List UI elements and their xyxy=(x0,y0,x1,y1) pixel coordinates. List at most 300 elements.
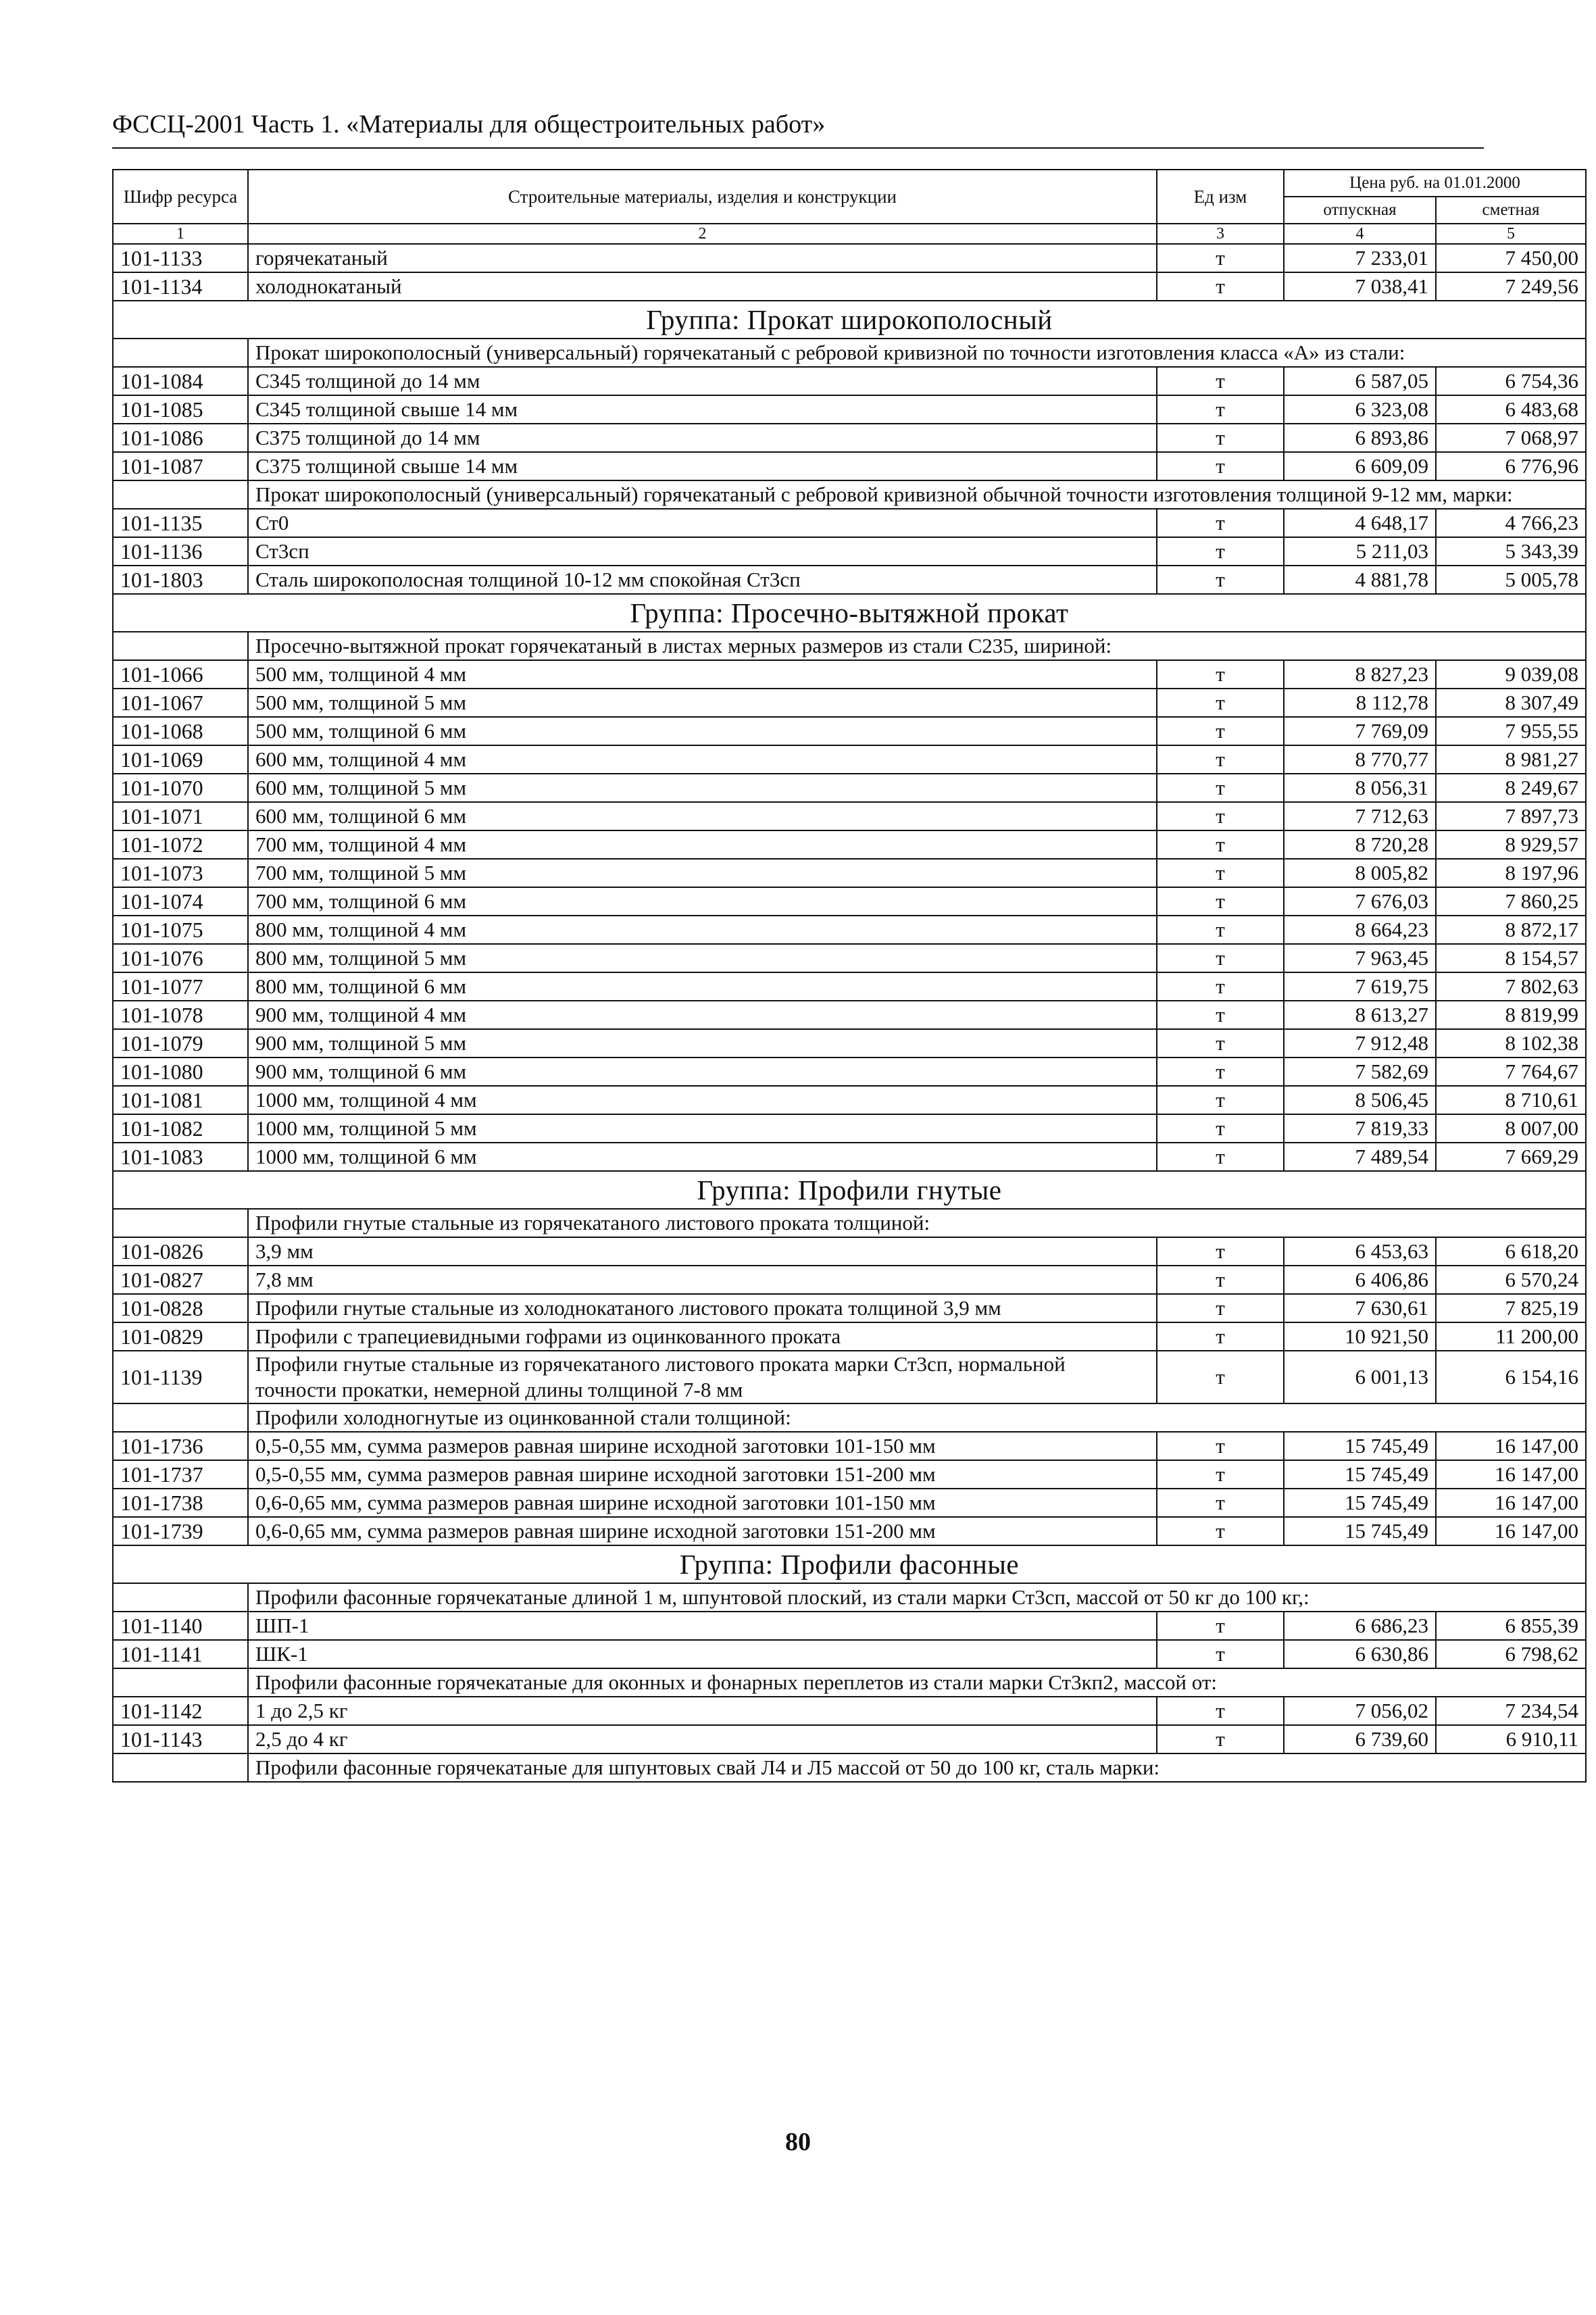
release-price: 15 745,49 xyxy=(1284,1432,1436,1460)
table-row xyxy=(113,1114,1586,1143)
estimate-price: 7 825,19 xyxy=(1436,1294,1586,1322)
release-price: 6 587,05 xyxy=(1284,367,1436,395)
resource-code: 101-1737 xyxy=(113,1460,248,1489)
group-shaped-profiles-b xyxy=(113,1668,1586,1697)
unit-of-measure: т xyxy=(1157,972,1284,1001)
resource-code: 101-1140 xyxy=(113,1612,248,1640)
estimate-price: 4 766,23 xyxy=(1436,509,1586,537)
release-price: 6 893,86 xyxy=(1284,424,1436,452)
table-row xyxy=(113,1143,1586,1171)
unit-of-measure: т xyxy=(1157,745,1284,774)
material-name: 7,8 мм xyxy=(248,1266,1157,1294)
release-price: 7 489,54 xyxy=(1284,1143,1436,1171)
estimate-price: 11 200,00 xyxy=(1436,1322,1586,1351)
resource-code: 101-1136 xyxy=(113,537,248,566)
material-name: Профили гнутые стальные из холоднокатаного листового проката толщиной 3,9 мм xyxy=(248,1294,1157,1322)
release-price: 6 323,08 xyxy=(1284,395,1436,424)
unit-of-measure: т xyxy=(1157,1086,1284,1114)
group-description-row xyxy=(113,1753,1586,1782)
material-name: горячекатаный xyxy=(248,244,1157,272)
release-price: 8 005,82 xyxy=(1284,859,1436,887)
estimate-price: 8 197,96 xyxy=(1436,859,1586,887)
unit-of-measure: т xyxy=(1157,1351,1284,1403)
estimate-price: 16 147,00 xyxy=(1436,1432,1586,1460)
table-row xyxy=(113,916,1586,944)
release-price: 7 233,01 xyxy=(1284,244,1436,272)
material-name: 1000 мм, толщиной 4 мм xyxy=(248,1086,1157,1114)
resource-code: 101-1134 xyxy=(113,272,248,301)
group-description: Прокат широкополосный (универсальный) горячекатаный с ребровой кривизной по точности изготовления класса «А» из стали: xyxy=(248,339,1586,367)
group-title: Группа: Профили гнутые xyxy=(113,1171,1586,1209)
unit-of-measure: т xyxy=(1157,1029,1284,1057)
material-name: С345 толщиной свыше 14 мм xyxy=(248,395,1157,424)
material-name: Сталь широкополосная толщиной 10-12 мм спокойная Ст3сп xyxy=(248,566,1157,594)
rows-expanded xyxy=(113,660,1586,1171)
table-row xyxy=(113,1640,1586,1668)
material-name: 700 мм, толщиной 6 мм xyxy=(248,887,1157,916)
table-row xyxy=(113,717,1586,745)
table-row xyxy=(113,802,1586,830)
estimate-price: 8 929,57 xyxy=(1436,830,1586,859)
desc-code-cell xyxy=(113,1403,248,1432)
material-name: 2,5 до 4 кг xyxy=(248,1725,1157,1753)
estimate-price: 6 910,11 xyxy=(1436,1725,1586,1753)
resource-code: 101-1133 xyxy=(113,244,248,272)
release-price: 4 881,78 xyxy=(1284,566,1436,594)
resource-code: 101-1068 xyxy=(113,717,248,745)
unit-of-measure: т xyxy=(1157,1143,1284,1171)
rows-shaped-profiles-b xyxy=(113,1697,1586,1753)
release-price: 7 912,48 xyxy=(1284,1029,1436,1057)
estimate-price: 6 776,96 xyxy=(1436,452,1586,480)
material-name: С375 толщиной до 14 мм xyxy=(248,424,1157,452)
estimate-price: 16 147,00 xyxy=(1436,1460,1586,1489)
resource-code: 101-1075 xyxy=(113,916,248,944)
resource-code: 101-1084 xyxy=(113,367,248,395)
estimate-price: 6 483,68 xyxy=(1436,395,1586,424)
group-title: Группа: Просечно-вытяжной прокат xyxy=(113,594,1586,632)
unit-of-measure: т xyxy=(1157,1294,1284,1322)
estimate-price: 7 234,54 xyxy=(1436,1697,1586,1725)
resource-code: 101-1081 xyxy=(113,1086,248,1114)
estimate-price: 7 669,29 xyxy=(1436,1143,1586,1171)
table-row xyxy=(113,859,1586,887)
resource-code: 101-1069 xyxy=(113,745,248,774)
resource-code: 101-1078 xyxy=(113,1001,248,1029)
table-row xyxy=(113,1517,1586,1545)
resource-code: 101-1070 xyxy=(113,774,248,802)
table-row xyxy=(113,367,1586,395)
table-row xyxy=(113,1725,1586,1753)
group-description-row xyxy=(113,480,1586,509)
table-row xyxy=(113,1460,1586,1489)
group-bent-profiles-b xyxy=(113,1403,1586,1432)
unit-of-measure: т xyxy=(1157,887,1284,916)
material-name: 3,9 мм xyxy=(248,1237,1157,1266)
material-name: Ст3сп xyxy=(248,537,1157,566)
estimate-price: 6 618,20 xyxy=(1436,1237,1586,1266)
release-price: 8 827,23 xyxy=(1284,660,1436,689)
estimate-price: 6 798,62 xyxy=(1436,1640,1586,1668)
estimate-price: 8 819,99 xyxy=(1436,1001,1586,1029)
group-description-row xyxy=(113,339,1586,367)
unit-of-measure: т xyxy=(1157,395,1284,424)
unit-of-measure: т xyxy=(1157,689,1284,717)
estimate-price: 8 007,00 xyxy=(1436,1114,1586,1143)
unit-of-measure: т xyxy=(1157,1237,1284,1266)
table-row xyxy=(113,509,1586,537)
material-name: 1000 мм, толщиной 5 мм xyxy=(248,1114,1157,1143)
desc-code-cell xyxy=(113,339,248,367)
resource-code: 101-1141 xyxy=(113,1640,248,1668)
estimate-price: 5 005,78 xyxy=(1436,566,1586,594)
resource-code: 101-0827 xyxy=(113,1266,248,1294)
resource-code: 101-1086 xyxy=(113,424,248,452)
col-header-code: Шифр ресурса xyxy=(113,170,248,224)
resource-code: 101-1077 xyxy=(113,972,248,1001)
resource-code: 101-1072 xyxy=(113,830,248,859)
material-name: 800 мм, толщиной 6 мм xyxy=(248,972,1157,1001)
group-bent-profiles xyxy=(113,1171,1586,1237)
table-header-row xyxy=(113,170,1586,197)
col-header-name: Строительные материалы, изделия и конструкции xyxy=(248,170,1157,224)
table-row xyxy=(113,1294,1586,1322)
material-name: 500 мм, толщиной 4 мм xyxy=(248,660,1157,689)
material-name: 600 мм, толщиной 5 мм xyxy=(248,774,1157,802)
release-price: 6 609,09 xyxy=(1284,452,1436,480)
release-price: 6 686,23 xyxy=(1284,1612,1436,1640)
page-header-title: ФССЦ-2001 Часть 1. «Материалы для общестроительных работ» xyxy=(112,110,826,139)
estimate-price: 6 754,36 xyxy=(1436,367,1586,395)
material-name: 900 мм, толщиной 5 мм xyxy=(248,1029,1157,1057)
unit-of-measure: т xyxy=(1157,916,1284,944)
group-rolled-wide-b xyxy=(113,480,1586,509)
resource-code: 101-1738 xyxy=(113,1489,248,1517)
group-description: Профили фасонные горячекатаные длиной 1 м, шпунтовой плоский, из стали марки Ст3сп, массой от 50 кг до 100 кг,: xyxy=(248,1583,1586,1612)
group-description-row xyxy=(113,632,1586,660)
estimate-price: 8 249,67 xyxy=(1436,774,1586,802)
resource-code: 101-1071 xyxy=(113,802,248,830)
resource-code: 101-1067 xyxy=(113,689,248,717)
resource-code: 101-1073 xyxy=(113,859,248,887)
material-name: 900 мм, толщиной 4 мм xyxy=(248,1001,1157,1029)
unit-of-measure: т xyxy=(1157,1057,1284,1086)
column-number: 3 xyxy=(1157,224,1284,244)
resource-code: 101-0826 xyxy=(113,1237,248,1266)
group-description: Просечно-вытяжной прокат горячекатаный в листах мерных размеров из стали С235, шириной: xyxy=(248,632,1586,660)
material-name: 0,6-0,65 мм, сумма размеров равная ширине исходной заготовки 151-200 мм xyxy=(248,1517,1157,1545)
estimate-price: 16 147,00 xyxy=(1436,1489,1586,1517)
rows-rolled-wide-a xyxy=(113,367,1586,480)
release-price: 5 211,03 xyxy=(1284,537,1436,566)
unit-of-measure: т xyxy=(1157,660,1284,689)
table-row xyxy=(113,244,1586,272)
unit-of-measure: т xyxy=(1157,830,1284,859)
table-row xyxy=(113,774,1586,802)
unit-of-measure: т xyxy=(1157,1612,1284,1640)
table-row xyxy=(113,1086,1586,1114)
material-name: Профили гнутые стальные из горячекатаного листового проката марки Ст3сп, нормальной точности прокатки, немерной длины толщиной 7-8 мм xyxy=(248,1351,1157,1403)
unit-of-measure: т xyxy=(1157,509,1284,537)
group-description: Профили гнутые стальные из горячекатаного листового проката толщиной: xyxy=(248,1209,1586,1237)
release-price: 8 720,28 xyxy=(1284,830,1436,859)
group-title-row xyxy=(113,301,1586,339)
release-price: 4 648,17 xyxy=(1284,509,1436,537)
estimate-price: 7 897,73 xyxy=(1436,802,1586,830)
release-price: 8 770,77 xyxy=(1284,745,1436,774)
resource-code: 101-1087 xyxy=(113,452,248,480)
estimate-price: 6 154,16 xyxy=(1436,1351,1586,1403)
estimate-price: 7 450,00 xyxy=(1436,244,1586,272)
group-title: Группа: Профили фасонные xyxy=(113,1545,1586,1583)
release-price: 7 819,33 xyxy=(1284,1114,1436,1143)
release-price: 7 769,09 xyxy=(1284,717,1436,745)
material-name: 1 до 2,5 кг xyxy=(248,1697,1157,1725)
unit-of-measure: т xyxy=(1157,566,1284,594)
estimate-price: 8 981,27 xyxy=(1436,745,1586,774)
group-description: Прокат широкополосный (универсальный) горячекатаный с ребровой кривизной обычной точности изготовления толщиной 9-12 мм, марки: xyxy=(248,480,1586,509)
material-name: 800 мм, толщиной 5 мм xyxy=(248,944,1157,972)
unit-of-measure: т xyxy=(1157,1517,1284,1545)
estimate-price: 6 570,24 xyxy=(1436,1266,1586,1294)
resource-code: 101-1074 xyxy=(113,887,248,916)
release-price: 15 745,49 xyxy=(1284,1517,1436,1545)
estimate-price: 5 343,39 xyxy=(1436,537,1586,566)
table-row xyxy=(113,1322,1586,1351)
resource-code: 101-0828 xyxy=(113,1294,248,1322)
material-name: 1000 мм, толщиной 6 мм xyxy=(248,1143,1157,1171)
column-number: 2 xyxy=(248,224,1157,244)
release-price: 6 630,86 xyxy=(1284,1640,1436,1668)
resource-code: 101-1736 xyxy=(113,1432,248,1460)
desc-code-cell xyxy=(113,480,248,509)
group-shaped-profiles-c xyxy=(113,1753,1586,1782)
group-description-row xyxy=(113,1209,1586,1237)
unit-of-measure: т xyxy=(1157,1432,1284,1460)
material-name: 800 мм, толщиной 4 мм xyxy=(248,916,1157,944)
group-description: Профили холодногнутые из оцинкованной стали толщиной: xyxy=(248,1403,1586,1432)
table-row xyxy=(113,1029,1586,1057)
group-description: Профили фасонные горячекатаные для шпунтовых свай Л4 и Л5 массой от 50 до 100 кг, сталь марки: xyxy=(248,1753,1586,1782)
material-name: ШП-1 xyxy=(248,1612,1157,1640)
release-price: 15 745,49 xyxy=(1284,1460,1436,1489)
group-title-row xyxy=(113,1171,1586,1209)
table-row xyxy=(113,1351,1586,1403)
unit-of-measure: т xyxy=(1157,859,1284,887)
table-row xyxy=(113,689,1586,717)
table-row xyxy=(113,944,1586,972)
table-row xyxy=(113,1057,1586,1086)
unit-of-measure: т xyxy=(1157,1460,1284,1489)
rows-shaped-profiles-a xyxy=(113,1612,1586,1668)
material-name: С375 толщиной свыше 14 мм xyxy=(248,452,1157,480)
material-name: ШК-1 xyxy=(248,1640,1157,1668)
material-name: Профили с трапециевидными гофрами из оцинкованного проката xyxy=(248,1322,1157,1351)
resource-code: 101-1139 xyxy=(113,1351,248,1403)
release-price: 6 453,63 xyxy=(1284,1237,1436,1266)
release-price: 6 739,60 xyxy=(1284,1725,1436,1753)
desc-code-cell xyxy=(113,1668,248,1697)
unit-of-measure: т xyxy=(1157,774,1284,802)
release-price: 7 963,45 xyxy=(1284,944,1436,972)
unit-of-measure: т xyxy=(1157,944,1284,972)
unit-of-measure: т xyxy=(1157,1697,1284,1725)
column-number-row xyxy=(113,224,1586,244)
material-name: 0,5-0,55 мм, сумма размеров равная ширине исходной заготовки 101-150 мм xyxy=(248,1432,1157,1460)
table-row xyxy=(113,452,1586,480)
unit-of-measure: т xyxy=(1157,717,1284,745)
group-description: Профили фасонные горячекатаные для оконных и фонарных переплетов из стали марки Ст3кп2, массой от: xyxy=(248,1668,1586,1697)
desc-code-cell xyxy=(113,1583,248,1612)
release-price: 8 112,78 xyxy=(1284,689,1436,717)
resource-code: 101-1135 xyxy=(113,509,248,537)
desc-code-cell xyxy=(113,1209,248,1237)
release-price: 7 630,61 xyxy=(1284,1294,1436,1322)
resource-code: 101-0829 xyxy=(113,1322,248,1351)
material-name: С345 толщиной до 14 мм xyxy=(248,367,1157,395)
release-price: 6 001,13 xyxy=(1284,1351,1436,1403)
group-description-row xyxy=(113,1668,1586,1697)
resource-code: 101-1085 xyxy=(113,395,248,424)
unit-of-measure: т xyxy=(1157,1725,1284,1753)
resource-code: 101-1080 xyxy=(113,1057,248,1086)
unit-of-measure: т xyxy=(1157,1489,1284,1517)
unit-of-measure: т xyxy=(1157,424,1284,452)
group-title-row xyxy=(113,1545,1586,1583)
table-row xyxy=(113,1432,1586,1460)
section-top xyxy=(113,244,1586,301)
unit-of-measure: т xyxy=(1157,1322,1284,1351)
material-name: 700 мм, толщиной 5 мм xyxy=(248,859,1157,887)
col-header-release: отпускная xyxy=(1284,197,1436,224)
table-row xyxy=(113,745,1586,774)
table-row xyxy=(113,1001,1586,1029)
column-number: 5 xyxy=(1436,224,1586,244)
resource-code: 101-1083 xyxy=(113,1143,248,1171)
price-table xyxy=(112,169,1587,1783)
col-header-price: Цена руб. на 01.01.2000 xyxy=(1284,170,1586,197)
material-name: 0,5-0,55 мм, сумма размеров равная ширине исходной заготовки 151-200 мм xyxy=(248,1460,1157,1489)
resource-code: 101-1066 xyxy=(113,660,248,689)
unit-of-measure: т xyxy=(1157,1001,1284,1029)
estimate-price: 9 039,08 xyxy=(1436,660,1586,689)
release-price: 8 664,23 xyxy=(1284,916,1436,944)
resource-code: 101-1082 xyxy=(113,1114,248,1143)
release-price: 7 056,02 xyxy=(1284,1697,1436,1725)
estimate-price: 7 068,97 xyxy=(1436,424,1586,452)
unit-of-measure: т xyxy=(1157,1114,1284,1143)
material-name: 500 мм, толщиной 5 мм xyxy=(248,689,1157,717)
col-header-estimate: сметная xyxy=(1436,197,1586,224)
group-rolled-wide xyxy=(113,301,1586,367)
resource-code: 101-1143 xyxy=(113,1725,248,1753)
table-row xyxy=(113,830,1586,859)
estimate-price: 7 802,63 xyxy=(1436,972,1586,1001)
rows-bent-profiles-a xyxy=(113,1237,1586,1403)
resource-code: 101-1142 xyxy=(113,1697,248,1725)
table-row xyxy=(113,395,1586,424)
unit-of-measure: т xyxy=(1157,1266,1284,1294)
group-description-row xyxy=(113,1583,1586,1612)
group-description-row xyxy=(113,1403,1586,1432)
estimate-price: 6 855,39 xyxy=(1436,1612,1586,1640)
table-row xyxy=(113,1237,1586,1266)
estimate-price: 7 249,56 xyxy=(1436,272,1586,301)
unit-of-measure: т xyxy=(1157,802,1284,830)
material-name: холоднокатаный xyxy=(248,272,1157,301)
resource-code: 101-1739 xyxy=(113,1517,248,1545)
material-name: 900 мм, толщиной 6 мм xyxy=(248,1057,1157,1086)
release-price: 6 406,86 xyxy=(1284,1266,1436,1294)
resource-code: 101-1803 xyxy=(113,566,248,594)
table-row xyxy=(113,1612,1586,1640)
release-price: 7 712,63 xyxy=(1284,802,1436,830)
col-header-unit: Ед изм xyxy=(1157,170,1284,224)
table-row xyxy=(113,537,1586,566)
estimate-price: 8 102,38 xyxy=(1436,1029,1586,1057)
estimate-price: 7 764,67 xyxy=(1436,1057,1586,1086)
table-row xyxy=(113,424,1586,452)
unit-of-measure: т xyxy=(1157,367,1284,395)
table-row xyxy=(113,887,1586,916)
table-row xyxy=(113,1489,1586,1517)
estimate-price: 7 955,55 xyxy=(1436,717,1586,745)
unit-of-measure: т xyxy=(1157,452,1284,480)
desc-code-cell xyxy=(113,632,248,660)
group-title-row xyxy=(113,594,1586,632)
material-name: Ст0 xyxy=(248,509,1157,537)
group-expanded xyxy=(113,594,1586,660)
table-row xyxy=(113,1266,1586,1294)
desc-code-cell xyxy=(113,1753,248,1782)
release-price: 8 613,27 xyxy=(1284,1001,1436,1029)
material-name: 0,6-0,65 мм, сумма размеров равная ширине исходной заготовки 101-150 мм xyxy=(248,1489,1157,1517)
table-row xyxy=(113,272,1586,301)
rows-rolled-wide-b xyxy=(113,509,1586,594)
table-row xyxy=(113,660,1586,689)
material-name: 600 мм, толщиной 6 мм xyxy=(248,802,1157,830)
column-number: 4 xyxy=(1284,224,1436,244)
release-price: 7 582,69 xyxy=(1284,1057,1436,1086)
unit-of-measure: т xyxy=(1157,244,1284,272)
release-price: 8 056,31 xyxy=(1284,774,1436,802)
resource-code: 101-1076 xyxy=(113,944,248,972)
unit-of-measure: т xyxy=(1157,1640,1284,1668)
estimate-price: 8 154,57 xyxy=(1436,944,1586,972)
release-price: 10 921,50 xyxy=(1284,1322,1436,1351)
material-name: 600 мм, толщиной 4 мм xyxy=(248,745,1157,774)
group-title: Группа: Прокат широкополосный xyxy=(113,301,1586,339)
page-header xyxy=(112,108,1484,149)
estimate-price: 7 860,25 xyxy=(1436,887,1586,916)
estimate-price: 8 710,61 xyxy=(1436,1086,1586,1114)
page-number: 80 xyxy=(785,2128,811,2156)
estimate-price: 8 307,49 xyxy=(1436,689,1586,717)
resource-code: 101-1079 xyxy=(113,1029,248,1057)
table-row xyxy=(113,1697,1586,1725)
release-price: 8 506,45 xyxy=(1284,1086,1436,1114)
table-row xyxy=(113,972,1586,1001)
estimate-price: 8 872,17 xyxy=(1436,916,1586,944)
release-price: 15 745,49 xyxy=(1284,1489,1436,1517)
release-price: 7 038,41 xyxy=(1284,272,1436,301)
table-row xyxy=(113,566,1586,594)
rows-bent-profiles-b xyxy=(113,1432,1586,1545)
release-price: 7 676,03 xyxy=(1284,887,1436,916)
column-number: 1 xyxy=(113,224,248,244)
release-price: 7 619,75 xyxy=(1284,972,1436,1001)
estimate-price: 16 147,00 xyxy=(1436,1517,1586,1545)
